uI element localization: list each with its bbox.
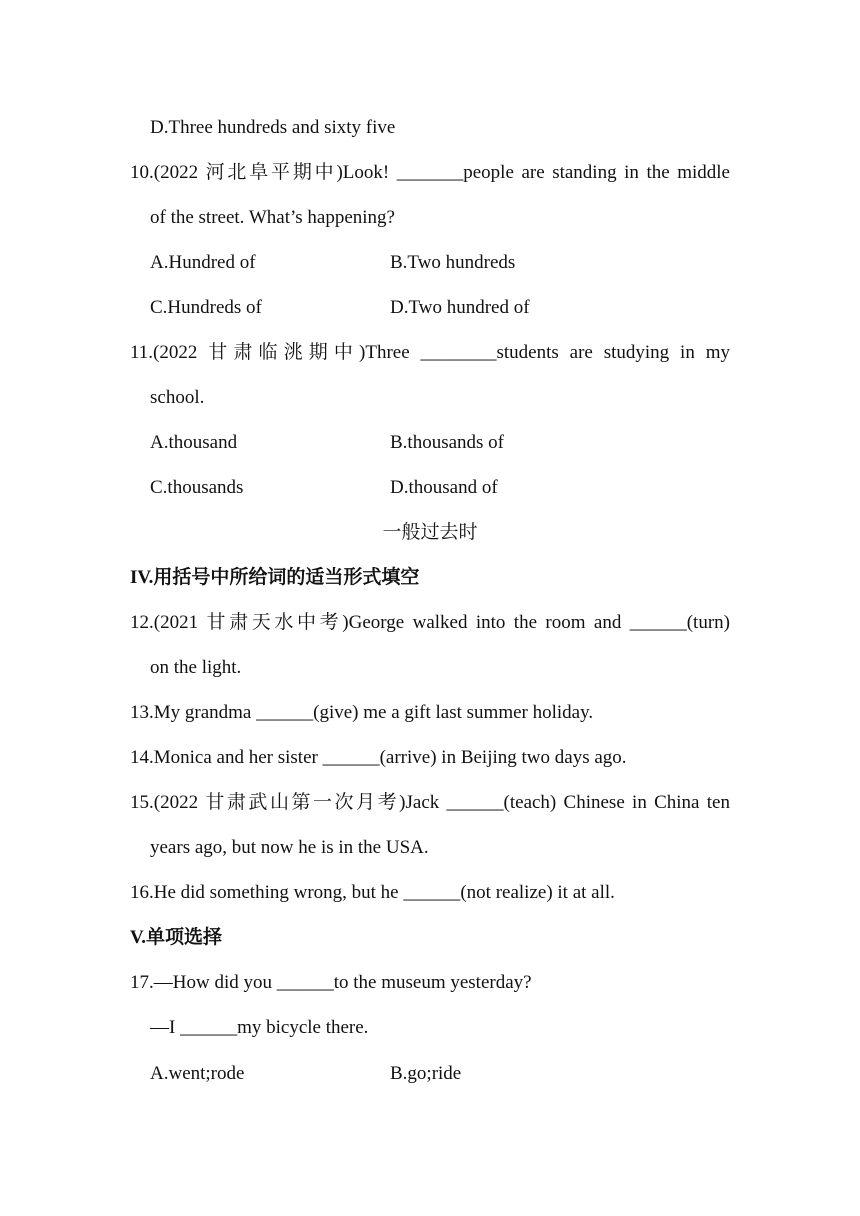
part-v-heading: V.单项选择 (130, 927, 223, 948)
q15-stem-line-2: years ago, but now he is in the USA. (150, 837, 429, 858)
q10-option-b: B.Two hundreds (390, 252, 516, 273)
q15-stem-line-1: 15.(2022 甘肃武山第一次月考)Jack ______(teach) Chinese in China ten (130, 792, 730, 813)
q17-option-b: B.go;ride (390, 1063, 462, 1084)
q13-stem: 13.My grandma ______(give) me a gift last summer holiday. (130, 702, 594, 723)
q11-option-a: A.thousand (150, 432, 238, 453)
q10-stem-line-1: 10.(2022 河北阜平期中)Look! _______people are standing in the middle (130, 162, 730, 183)
section-heading-simple-past: 一般过去时 (382, 522, 478, 543)
q10-stem-line-2: of the street. What’s happening? (150, 207, 395, 228)
q17-option-a: A.went;rode (150, 1063, 245, 1084)
q11-stem-line-1: 11.(2022 甘肃临洮期中)Three ________students are studying in my (130, 342, 730, 363)
q12-stem-line-1: 12.(2021 甘肃天水中考)George walked into the room and ______(turn) (130, 612, 730, 633)
q12-stem-line-2: on the light. (150, 657, 242, 678)
q17-stem-line-2: —I ______my bicycle there. (150, 1017, 369, 1038)
q17-stem-line-1: 17.—How did you ______to the museum yesterday? (130, 972, 532, 993)
q10-option-a: A.Hundred of (150, 252, 256, 273)
q16-stem: 16.He did something wrong, but he ______(not realize) it at all. (130, 882, 615, 903)
q9-option-d: D.Three hundreds and sixty five (150, 117, 396, 138)
q11-stem-line-2: school. (150, 387, 205, 408)
q14-stem: 14.Monica and her sister ______(arrive) in Beijing two days ago. (130, 747, 627, 768)
q10-option-d: D.Two hundred of (390, 297, 530, 318)
part-iv-heading: IV.用括号中所给词的适当形式填空 (130, 567, 420, 588)
q11-option-d: D.thousand of (390, 477, 498, 498)
q11-option-c: C.thousands (150, 477, 244, 498)
q11-option-b: B.thousands of (390, 432, 504, 453)
q10-option-c: C.Hundreds of (150, 297, 262, 318)
